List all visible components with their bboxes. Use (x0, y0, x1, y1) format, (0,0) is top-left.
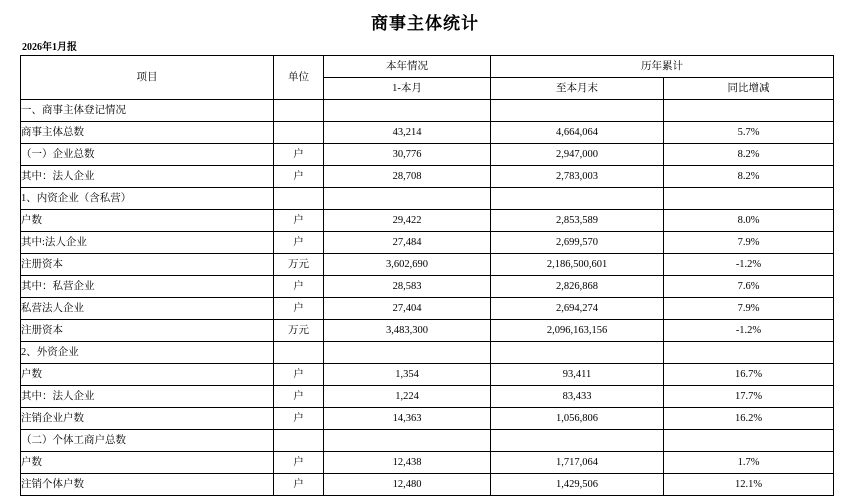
row-unit: 户 (274, 408, 324, 430)
table-row (21, 298, 834, 320)
table-header-row-top (21, 56, 834, 78)
row-label: 商事主体总数 (21, 122, 274, 144)
row-current-month-value (324, 430, 491, 452)
row-label: 户数 (21, 210, 274, 232)
row-label: 注销企业户数 (21, 408, 274, 430)
table-row (21, 430, 834, 452)
row-current-month-value: 3,602,690 (324, 254, 491, 276)
table-row (21, 254, 834, 276)
row-yoy-change-value: 5.7% (664, 122, 834, 144)
row-yoy-change-value (664, 188, 834, 210)
table-row (21, 364, 834, 386)
row-label: 注册资本 (21, 254, 274, 276)
row-current-month-value: 30,776 (324, 144, 491, 166)
row-current-month-value: 27,404 (324, 298, 491, 320)
table-row (21, 386, 834, 408)
row-unit: 户 (274, 452, 324, 474)
row-unit: 万元 (274, 320, 324, 342)
row-unit: 户 (274, 166, 324, 188)
row-unit: 户 (274, 474, 324, 496)
row-to-month-end-value: 1,056,806 (491, 408, 664, 430)
table-row (21, 210, 834, 232)
row-yoy-change-value: 1.7% (664, 452, 834, 474)
row-current-month-value: 12,480 (324, 474, 491, 496)
row-label: 其中：私营企业 (21, 276, 274, 298)
table-row (21, 166, 834, 188)
row-current-month-value: 1,354 (324, 364, 491, 386)
table-row (21, 342, 834, 364)
row-unit: 户 (274, 276, 324, 298)
row-label: 户数 (21, 364, 274, 386)
table-row (21, 276, 834, 298)
report-period-subtitle: 2026年1月报 (22, 42, 77, 53)
row-yoy-change-value: 8.0% (664, 210, 834, 232)
column-header-cumulative-group: 历年累计 (491, 56, 834, 78)
row-current-month-value: 1,224 (324, 386, 491, 408)
row-label: 注销个体户数 (21, 474, 274, 496)
row-to-month-end-value (491, 100, 664, 122)
row-unit: 万元 (274, 254, 324, 276)
row-yoy-change-value: 17.7% (664, 386, 834, 408)
table-row (21, 452, 834, 474)
row-current-month-value: 27,484 (324, 232, 491, 254)
row-label: （一）企业总数 (21, 144, 274, 166)
row-current-month-value: 3,483,300 (324, 320, 491, 342)
row-to-month-end-value: 2,783,003 (491, 166, 664, 188)
table-row (21, 188, 834, 210)
row-to-month-end-value: 1,717,064 (491, 452, 664, 474)
row-current-month-value: 12,438 (324, 452, 491, 474)
row-unit: 户 (274, 298, 324, 320)
row-unit (274, 342, 324, 364)
row-yoy-change-value: 8.2% (664, 144, 834, 166)
row-yoy-change-value: 12.1% (664, 474, 834, 496)
row-current-month-value: 29,422 (324, 210, 491, 232)
column-header-yoy-change: 同比增减 (664, 78, 834, 100)
table-row (21, 122, 834, 144)
row-yoy-change-value: 16.7% (664, 364, 834, 386)
row-to-month-end-value: 2,699,570 (491, 232, 664, 254)
row-unit (274, 188, 324, 210)
row-unit (274, 430, 324, 452)
row-to-month-end-value (491, 430, 664, 452)
row-unit: 户 (274, 364, 324, 386)
row-yoy-change-value: 7.9% (664, 298, 834, 320)
row-to-month-end-value: 83,433 (491, 386, 664, 408)
table-row (21, 408, 834, 430)
row-to-month-end-value (491, 188, 664, 210)
row-to-month-end-value: 2,096,163,156 (491, 320, 664, 342)
row-to-month-end-value: 93,411 (491, 364, 664, 386)
row-yoy-change-value: 16.2% (664, 408, 834, 430)
row-label: （二）个体工商户总数 (21, 430, 274, 452)
row-unit: 户 (274, 144, 324, 166)
row-label: 其中：法人企业 (21, 386, 274, 408)
page-title: 商事主体统计 (371, 14, 479, 33)
row-label: 一、商事主体登记情况 (21, 100, 274, 122)
table-row (21, 144, 834, 166)
row-yoy-change-value: 7.9% (664, 232, 834, 254)
row-yoy-change-value (664, 342, 834, 364)
row-label: 其中:法人企业 (21, 232, 274, 254)
table-header (21, 56, 834, 100)
column-header-item: 项目 (21, 56, 274, 100)
row-label: 1、内资企业（含私营） (21, 188, 274, 210)
row-yoy-change-value: -1.2% (664, 320, 834, 342)
row-yoy-change-value: 8.2% (664, 166, 834, 188)
row-label: 注册资本 (21, 320, 274, 342)
row-to-month-end-value: 4,664,064 (491, 122, 664, 144)
row-to-month-end-value: 2,694,274 (491, 298, 664, 320)
row-current-month-value: 28,708 (324, 166, 491, 188)
row-unit: 户 (274, 210, 324, 232)
row-current-month-value: 28,583 (324, 276, 491, 298)
row-yoy-change-value: 7.6% (664, 276, 834, 298)
table-row (21, 232, 834, 254)
column-header-to-month-end: 至本月末 (491, 78, 664, 100)
table-row (21, 474, 834, 496)
row-unit: 户 (274, 232, 324, 254)
row-label: 2、外资企业 (21, 342, 274, 364)
row-current-month-value: 43,214 (324, 122, 491, 144)
row-current-month-value: 14,363 (324, 408, 491, 430)
row-current-month-value (324, 188, 491, 210)
row-to-month-end-value: 2,186,500,601 (491, 254, 664, 276)
row-to-month-end-value: 1,429,506 (491, 474, 664, 496)
row-yoy-change-value (664, 430, 834, 452)
row-yoy-change-value (664, 100, 834, 122)
row-unit: 户 (274, 386, 324, 408)
statistics-table-container (20, 55, 833, 496)
row-current-month-value (324, 342, 491, 364)
row-to-month-end-value: 2,853,589 (491, 210, 664, 232)
row-label: 私营法人企业 (21, 298, 274, 320)
row-to-month-end-value: 2,947,000 (491, 144, 664, 166)
row-unit (274, 100, 324, 122)
row-to-month-end-value: 2,826,868 (491, 276, 664, 298)
table-row (21, 320, 834, 342)
row-to-month-end-value (491, 342, 664, 364)
statistics-table (20, 55, 834, 496)
row-current-month-value (324, 100, 491, 122)
row-yoy-change-value: -1.2% (664, 254, 834, 276)
table-body (21, 100, 834, 496)
row-unit (274, 122, 324, 144)
column-header-current-year-group: 本年情况 (324, 56, 491, 78)
row-label: 其中：法人企业 (21, 166, 274, 188)
column-header-current-month: 1-本月 (324, 78, 491, 100)
column-header-unit: 单位 (274, 56, 324, 100)
table-row (21, 100, 834, 122)
row-label: 户数 (21, 452, 274, 474)
